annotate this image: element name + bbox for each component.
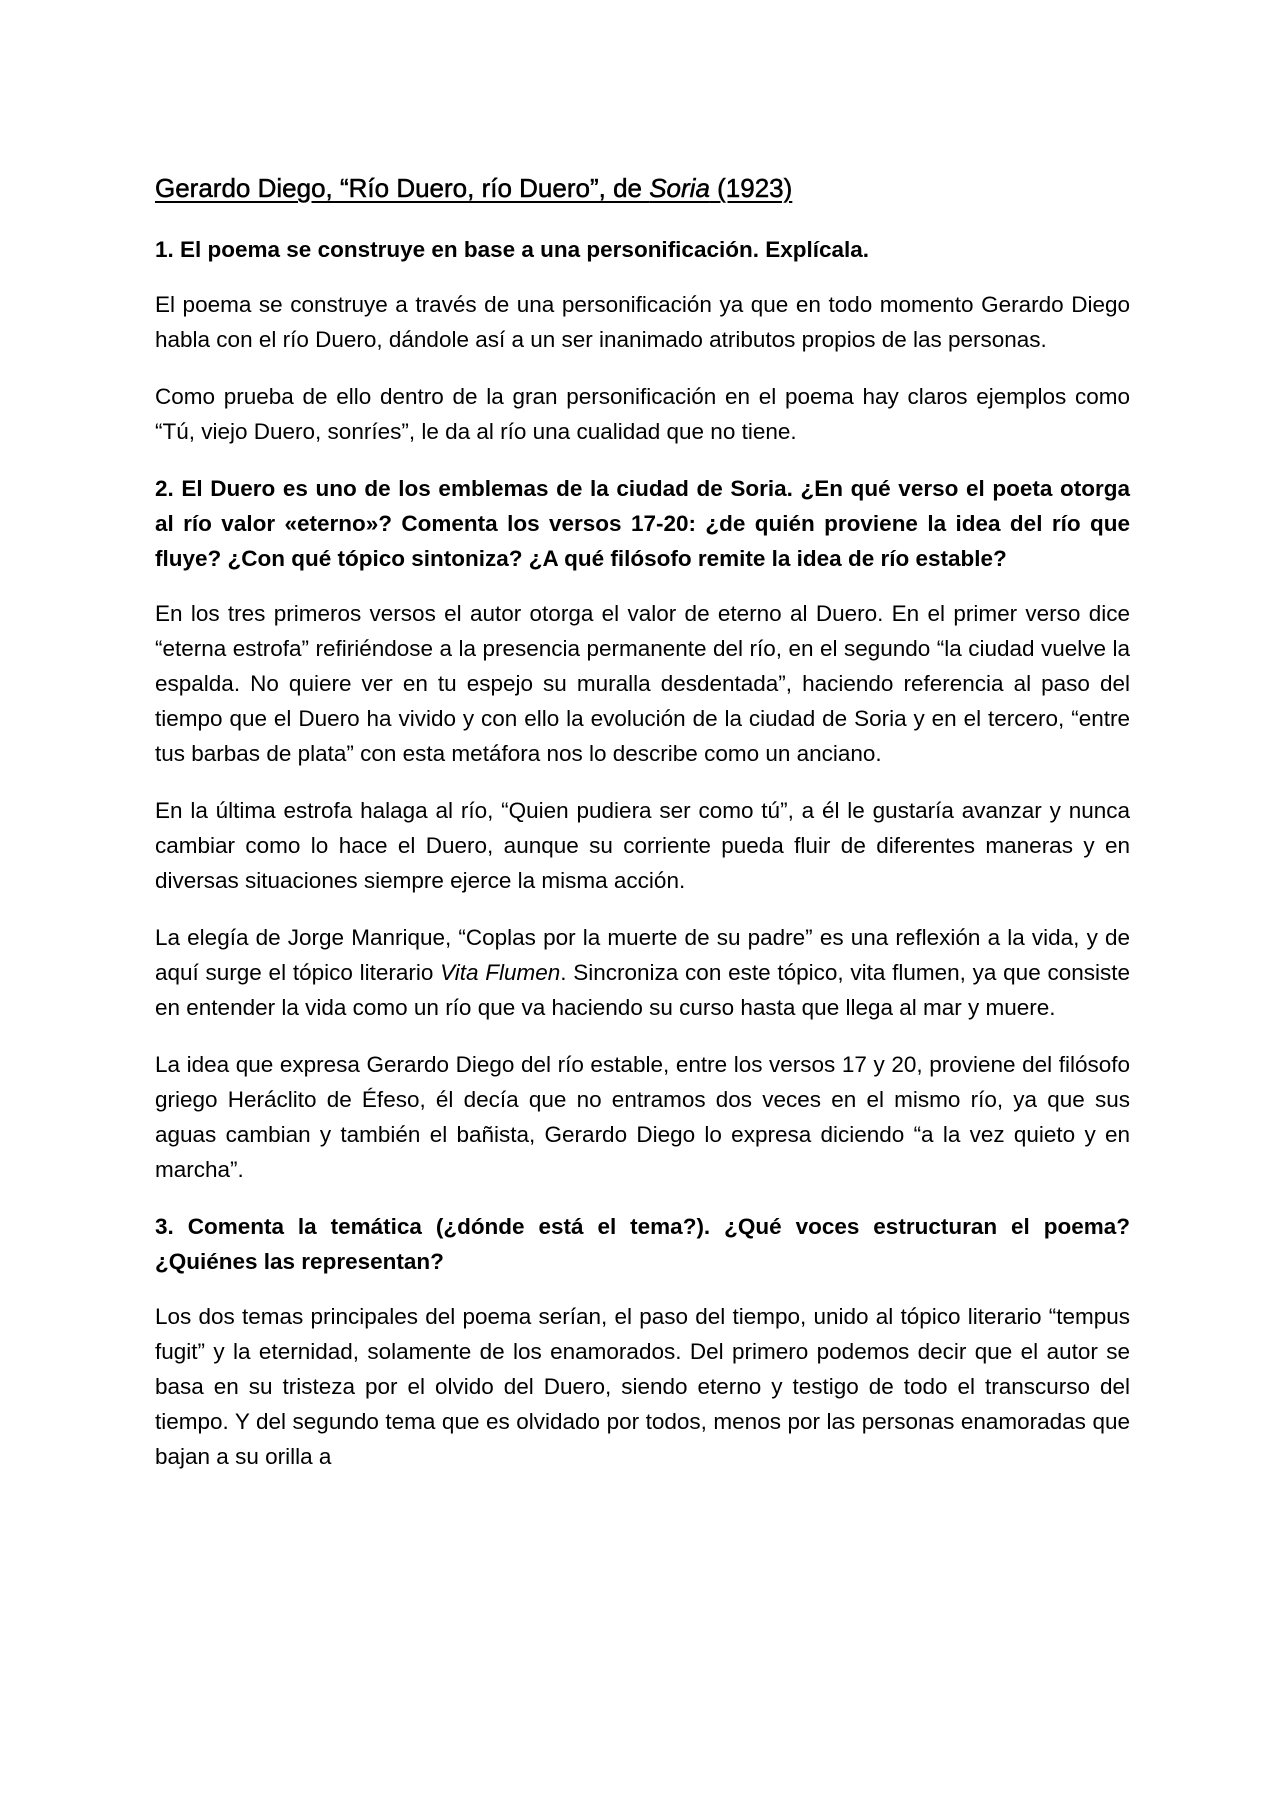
answer-2-paragraph-3-italic: Vita Flumen <box>440 960 561 985</box>
question-2: 2. El Duero es uno de los emblemas de la ciudad de Soria. ¿En qué verso el poeta otorga al río valor «eterno»? Comenta los versos 17-20: ¿de quién proviene la idea del río que fluye? ¿Con qué tópico sintoniza? ¿A qué filósofo remite la idea de río estable? <box>155 476 1130 571</box>
answer-2-paragraph-3 <box>155 920 1130 1025</box>
answer-1-paragraph-1: El poema se construye a través de una personificación ya que en todo momento Gerardo Diego habla con el río Duero, dándole así a un ser inanimado atributos propios de las personas. <box>155 292 1130 352</box>
answer-2-paragraph-3-end: . Sincroniza con este tópico, vita flumen, ya que consiste en entender la vida como un río que va haciendo su curso hasta que llega al mar y muere. <box>155 960 1130 1020</box>
title-year: (1923) <box>709 173 793 203</box>
answer-2-paragraph-1: En los tres primeros versos el autor otorga el valor de eterno al Duero. En el primer verso dice “eterna estrofa” refiriéndose a la presencia permanente del río, en el segundo “la ciudad vuelve la espalda. No quiere ver en tu espejo su muralla desdentada”, haciendo referencia al paso del tiempo que el Duero ha vivido y con ello la evolución de la ciudad de Soria y en el tercero, “entre tus barbas de plata” con esta metáfora nos lo describe como un anciano. <box>155 601 1130 766</box>
document-page <box>155 170 1130 1496</box>
question-3: 3. Comenta la temática (¿dónde está el tema?). ¿Qué voces estructuran el poema? ¿Quiénes las representan? <box>155 1214 1130 1274</box>
answer-2-paragraph-4: La idea que expresa Gerardo Diego del río estable, entre los versos 17 y 20, proviene del filósofo griego Heráclito de Éfeso, él decía que no entramos dos veces en el mismo río, ya que sus aguas cambian y también el bañista, Gerardo Diego lo expresa diciendo “a la vez quieto y en marcha”. <box>155 1052 1130 1182</box>
answer-1-paragraph-2: Como prueba de ello dentro de la gran personificación en el poema hay claros ejemplos como “Tú, viejo Duero, sonríes”, le da al río una cualidad que no tiene. <box>155 384 1130 444</box>
answer-2-paragraph-3-start: La elegía de Jorge Manrique, “Coplas por la muerte de su padre” es una reflexión a la vida, y de aquí surge el tópico literario <box>155 925 1130 985</box>
document-title <box>155 170 1130 206</box>
title-prefix: Gerardo Diego, “Río Duero, río Duero”, de <box>155 173 650 203</box>
answer-3-paragraph-1: Los dos temas principales del poema serían, el paso del tiempo, unido al tópico literario “tempus fugit” y la eternidad, solamente de los enamorados. Del primero podemos decir que el autor se basa en su tristeza por el olvido del Duero, siendo eterno y testigo de todo el transcurso del tiempo. Y del segundo tema que es olvidado por todos, menos por las personas enamoradas que bajan a su orilla a <box>155 1304 1130 1469</box>
title-book: Soria <box>649 173 710 203</box>
answer-2-paragraph-2: En la última estrofa halaga al río, “Quien pudiera ser como tú”, a él le gustaría avanzar y nunca cambiar como lo hace el Duero, aunque su corriente pueda fluir de diferentes maneras y en diversas situaciones siempre ejerce la misma acción. <box>155 798 1130 893</box>
question-1: 1. El poema se construye en base a una personificación. Explícala. <box>155 237 870 262</box>
